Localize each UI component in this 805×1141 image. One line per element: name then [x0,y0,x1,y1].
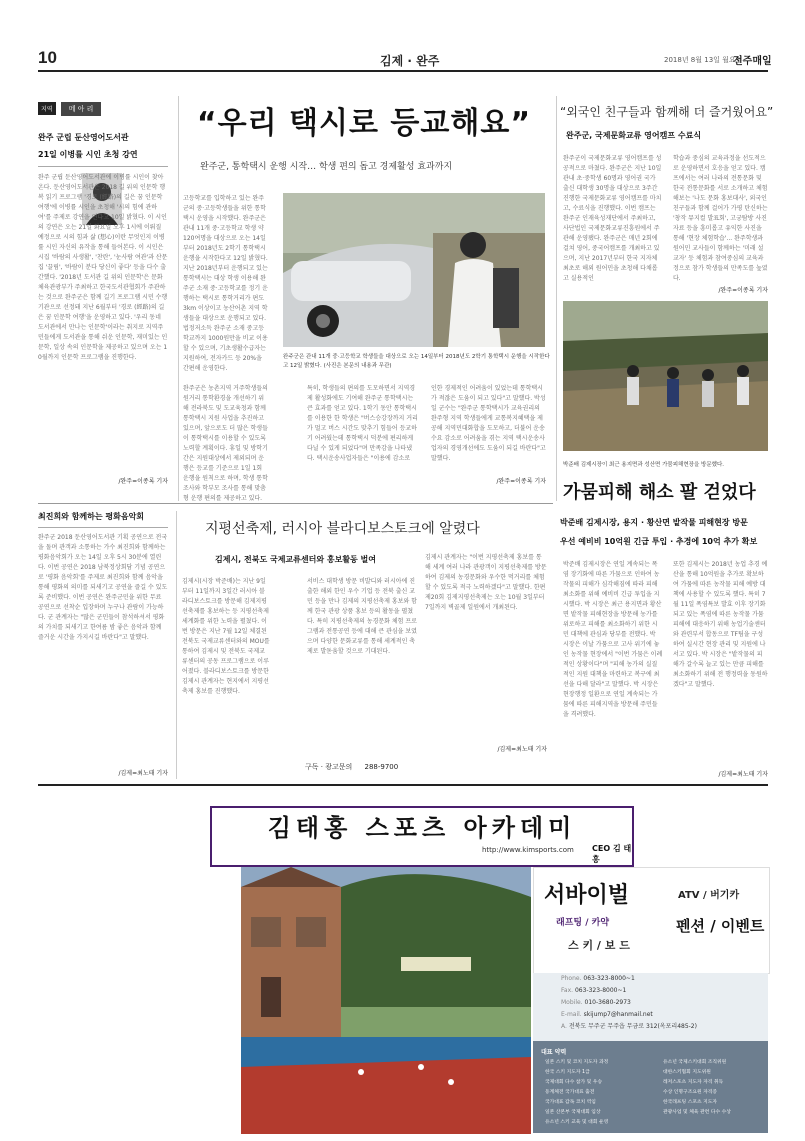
building-icon [241,867,531,1134]
damage-credit: /김제=최노태 기자 [718,771,768,778]
phone-value: 063-323-8000~1 [583,975,635,982]
ad-ceo [592,843,632,865]
page-number: 10 [38,48,57,67]
newspaper-name: 전주매일 [733,56,772,67]
damage-sub1: 박준배 김제시장, 용지 · 황산면 밭작물 피해현장 방문 [560,518,748,527]
issue-date: 2018년 8월 13일 월요일 [664,56,743,64]
festival-body-col1: 김제시(시장 박준배)는 지난 9일부터 11일까지 3일간 러시아 블라디보스토크를 방문해 김제지평선축제를 홍보하는 등 지평선축제 세계화를 위한 노력을 펼쳤다. 이번 방문은 지난 7월 12일 체결된 전북도 국제교류센터와의 MOU를 통하여 김제시 및 전북도 국제교류센터의 공동 프로그램으로 이루어졌다. 블라디보스토크를 방문한 김제시 관계자는 현지에서 지평선축제 홍보를 진행했다. [182,578,270,695]
article-body: 완주 군립 둔산영어도서관에 이병률 시인이 찾아온다. 둔산영어도서관은 2018 길 위의 인문학 행복 읽기 프로그램 '경로 (經路)의 길은 꿈 인문학 여행'에 이병률 시인을 초청해 '시의 힘에 관하여'를 주제로 강연을 연다고 10일 밝혔다. 이 시인의 강연은 오는 21일 화요일 오후 1시에 이뤄질 예정으로 시의 힘과 삶 (想心)이란 무엇인지 이병률 시인 자신의 유작을 통해 들어본다. 이 시인은 시집 '바람의 사생활', '찬란', '눈사람 여관'과 산문집 '끌림', '바람이 분다 당신이 좋다' 등을 다수 출간했다. '2018년 도서관 길 위의 인문학'은 문화체육관광부가 주최하고 한국도서관협회가 주관하는 것으로 완주군은 함께 길기 프로그램 시민 수행기관으로 선정돼 지난 6월부터 '경로 (經路)의 길은 꿈 인문학 여행'을 운영하고 있다. '우리 동네 도서관에서 만나는 인문학'이라는 취지로 지역주민들에게 도서관을 통해 쉬운 인문학, 재미있는 인문학, 일상 속의 인문학을 제공하고 있으며 오는 10월까지 인문학 프로그램을 진행한다. [38,174,168,361]
ad-contact-list [561,973,697,1033]
bio-item: 한국래프팅 스포츠 지도자 [663,1100,718,1105]
bio-item: 관광사업 및 체육 관련 다수 수상 [663,1110,731,1115]
farm-field-icon [563,301,768,451]
bio-item: 수상 인명구조요원 자격증 [663,1090,718,1095]
main-credit: /완주=이종록 기자 [496,478,546,485]
email-label: E-mail. [561,1011,582,1018]
bio-item: 레저스포츠 지도자 자격 취득 [663,1080,724,1085]
mobile-label: Mobile. [561,999,583,1006]
fax-value: 063-323-8000~1 [574,987,627,994]
academy-photo [241,867,531,1134]
concert-credit: /김제=최노태 기자 [118,770,168,777]
concert-title: 최진희와 함께하는 평화음악회 [38,512,145,521]
right-subhead: 완주군, 국제문화교류 영어캠프 수료식 [566,131,702,140]
addr-value: 전북도 무주군 무주읍 무금로 312(옥포리485-2) [568,1023,697,1030]
bio-item: 한국 스키 지도자 1급 [545,1070,590,1075]
bio-list-left [545,1058,660,1128]
divider [38,166,168,167]
subscription-label: 구독 · 광고문의 [305,763,353,771]
ad-phone[interactable] [561,973,697,985]
subscription-info [305,762,398,772]
section-name: 김제 · 완주 [380,54,440,68]
festival-subhead: 김제시, 전북도 국제교류센터와 홍보활동 벌여 [215,555,377,564]
festival-headline: 지평선축제, 러시아 블라디보스토크에 알렸다 [205,521,480,537]
article-subtitle: 21일 이병률 시인 초청 강연 [38,150,138,159]
main-body-col3: 특히, 학생들의 편의를 도모하면서 지역경제 활성화에도 기여해 완주군 통학택시는 큰 효과를 얻고 있다. 1학기 동안 통학택시를 이용한 한 학생은 "버스승강장까지 거리가 멀고 버스 시간도 맞추기 힘들어 등교하기 어려웠는데 통학택시 덕분에 편리하게 다닐 수 있게 되었다"며 만족감을 나타냈다. 택시운송사업자들은 "이용에 감소로 [307,385,418,462]
ad-bio [545,1058,760,1132]
header-rule [38,70,768,72]
bio-item: 대한스키협회 지도위원 [663,1070,711,1075]
ad-title: 김태홍 스포츠 아카데미 [267,814,577,842]
right-credit: /완주=이종록 기자 [718,287,768,294]
ad-email[interactable] [561,1009,697,1021]
photo-caption [283,353,553,371]
section-tag [38,96,158,113]
section-divider [38,503,553,504]
damage-headline: 가뭄피해 해소 팔 걷었다 [563,482,756,503]
damage-body-col2: 또한 김제시는 2018년 농업 추경 예산을 통해 10억원을 추가로 확보하여 가뭄에 따른 농작물 피해 예방 대책에 사용할 수 있도록 했다. 특히 7월 11일 폭염특보 발효 이후 장기화 되고 있는 폭염에 따른 농작물 가뭄피해에 대응하기 위해 농업기술센터와 관련부서 합동으로 TF팀을 구성하여 실시간 현장 관리 및 지원에 나서고 있다. 박 시장은 "밭작물의 피해가 갈수록 늘고 있는 만큼 피해를 최소화하기 위해 전 행정력을 동원하겠다"고 말했다. [673,561,768,688]
phone-label: Phone. [561,975,582,982]
concert-body: 완주군 2018 둔산영어도서관 기획 공연으로 전국을 돌며 관객과 소통하는 가수 최진희와 함께하는 평화음악회가 오는 14일 오후 5시 30분에 열린다. 이번 공연은 2018 남북정상회담 기념 공연으로 '평화 음악회'를 주제로 최진희와 함께 음악을 통해 평화의 의미를 되새기고 공연을 즐길 수 있도록 준비했다. 이번 공연은 완주군민을 위한 무료 공연으로 선착순 입장하며 누구나 관람이 가능하다. 군 관계자는 "많은 군민들이 참석하셔서 평화의 가치를 되새기고 한여름 밤 좋은 음악과 함께 즐거운 시간을 가지시길 바란다"고 말했다. [38,534,168,641]
subscription-number: 288-9700 [364,763,399,771]
damage-body-col1: 박준배 김제시장은 연일 계속되는 폭염 장기화에 따른 가뭄으로 인하여 농작물의 피해가 심각해짐에 따라 피해 최소화를 위해 예비비 긴급 투입을 지시했다. 박 시장은 최근 용지면과 황산면 밭작물 피해현장을 방문해 농가를 위로하고 피해를 최소화하기 위한 시민 대책에 관심과 당부를 전했다. 박 시장은 이날 가뭄으로 고사 위기에 놓인 농작물 현장에서 "이번 가뭄은 이례적인 상황이다"며 "피해 농가의 실질적인 지원 대책을 마련하고 복구에 최선을 다해 달라"고 말했다. 박 시장은 현장행정 일환으로 연일 계속되는 가뭄에 따른 피해지역을 방문해 주민들을 격려했다. [563,561,663,718]
ad-activities [533,867,770,974]
ad-ceo-label: CEO [592,844,611,853]
festival-credit: /김제=최노태 기자 [497,746,547,753]
tag-label: 지역 [38,102,56,115]
activity-ski: 스 키 / 보 드 [568,939,630,952]
ad-url[interactable]: http://www.kimsports.com [482,846,574,854]
bio-item: 국제대회 다수 참가 및 우승 [545,1080,603,1085]
column-rule [178,96,179,501]
activity-pension: 펜션 / 이벤트 [676,917,765,935]
main-body-col4: 인한 경제적인 어려움이 있었는데 통학택시가 적잖은 도움이 되고 있다"고 말했다. 박성일 군수는 "완주군 통학택시가 교육권리의 완주형 지역 학생들에게 교통복지혜택을 제공해 지역민대화합을 도모하고, 더불어 운송수요 감소로 어려움을 겪는 지역 택시운송사업자의 경영개선에도 도움이 되길 바란다"고 말했다. [431,385,546,462]
right-body-col1: 완주군이 국제문화교류 영어캠프를 성공적으로 마쳤다. 완주군은 지난 10일 관내 초·중학생 60명과 영어권 국가 출신 대학생 30명을 대상으로 3주간 진행한 국제문화교류 영어캠프를 마치고, 수료식을 진행했다. 이번 캠프는 완주군 인재육성재단에서 주최하고, 사단법인 국제문화교류진흥원에서 주관해 운영됐다. 완주군은 매년 2회에 걸쳐 영어, 중국어캠프를 개최하고 있으며, 지난 2017년부터 한국 지자체 최초로 해외 원어민을 초청해 다채롭고 실용적인 [563,155,662,282]
damage-sub2: 우선 예비비 10억원 긴급 투입 · 추경에 10억 추가 확보 [560,537,758,546]
addr-label: A. [561,1023,567,1030]
photo-caption-text: 완주군은 관내 11개 중·고등학교 학생들을 대상으로 오는 14일부터 2018년도 2학기 통학택시 운행을 시작한다고 12일 밝혔다. [283,354,550,369]
right-headline: “외국인 친구들과 함께해 더 즐거웠어요” [560,105,774,119]
activity-atv: ATV / 버기카 [678,890,740,901]
column-rule [556,96,557,501]
article-credit: /완주=이종록 기자 [118,478,168,485]
photo-caption-note: (사진은 본문의 내용과 무관) [323,363,392,369]
taxi-photo [283,193,545,347]
ad-fax [561,985,697,997]
main-subhead: 완주군, 통학택시 운행 시작… 학생 편의 돕고 경제활성 효과까지 [200,162,453,172]
activity-survival: 서바이벌 [544,883,630,908]
bio-item: 유소년 스키 교육 및 대회 운영 [545,1120,609,1125]
main-body-col2: 완주군은 농촌지역 거주학생들의 원거리 통학환경을 개선하기 위해 전라북도 및 도교육청과 함께 통학택시 지원 사업을 추진하고 있으며, 앞으로도 더 많은 학생들이 통학택시를 이용할 수 있도록 노력할 계획이다. 휴일 및 방학기간은 지원대상에서 제외되며 운행은 등교를 기준으로 1일 1회 운행을 원칙으로 하며, 학생 통학 조사와 학부모 조사를 통해 맞춤형 운행 편의를 제공하고 있다. [183,385,268,502]
bio-item: 일본 산본부 국제대회 입상 [545,1110,601,1115]
column-rule [176,511,177,779]
divider [38,527,168,528]
student-taxi-icon [283,193,545,347]
activity-rafting: 래프팅 / 카약 [556,918,610,928]
main-body-col1: 고등학교를 입학하고 있는 완주군의 중·고등학생들을 위한 통학택시 운영을 시작했다. 완주군은 관내 11개 중·고등학교 학생 약 120여명을 대상으로 오는 14일부터 2018년도 2학기 통학택시 운행을 시작한다고 12일 밝혔다. 지난 2018년부터 운행되고 있는 통학택시는 대상 학생 이용해 완주군 소재 중·고등학교를 정기 운행하는 택시로 통학거리가 편도 3km 이상이고 농산어촌 지역 학생들을 대상으로 운행되고 있다. 법정저소득 완주군 소재 중고등학교까지 1000원만을 비교 이용할 수 있으며, 기초생활수급자는 지원하여, 전자카드 등 20%을 간편해 운영한다. [183,195,268,372]
bio-list-right [663,1058,763,1118]
bio-item: 국가대표 감독 코치 역임 [545,1100,596,1105]
field-photo [563,301,768,451]
ad-address [561,1021,697,1033]
ad-title-box [210,806,634,867]
bio-item: 일본 스키 및 코치 지도자 과정 [545,1060,609,1065]
tag-title: 메 아 리 [61,102,102,116]
ad-contact-box [533,973,768,1041]
ad-rule [38,784,768,786]
ad-mobile[interactable] [561,997,697,1009]
festival-body-col3: 김제시 관계자는 "이번 지평선축제 홍보를 통해 세계 여러 나라 관광객이 지평선축제를 방문하여 김제의 농경문화와 우수한 먹거리를 체험할 수 있도록 적극 노력하겠다"고 말했다. 한편 제20회 김제지평선축제는 오는 10월 3일부터 7일까지 벽골제 일원에서 개최된다. [425,554,547,611]
mobile-value: 010-3680-2973 [584,999,631,1006]
main-headline: “우리 택시로 등교해요” [196,106,532,141]
email-value: skijump7@hanmail.net [583,1011,653,1018]
right-body-col2: 학습과 중심의 교육과정을 선도적으로 운영하면서 호응을 얻고 있다. 캠프에서는 여러 나라의 전통문화 및 한국 전통문화를 서로 소개하고 체험해보는 '나도 문화 홍보대사', 외국인 친구들과 함께 걸어가 가평 탄신하는 '창작 뮤지컬 발표회', 고궁탐방 사진자료 등을 흥미롭고 유익한 사진을 통해 '현장 체험학습'... 완주학생과 원어민 교사들이 함께하는 '미래 설교자' 등 체험과 참여중심의 교육과정으로 참가 학생들의 만족도를 높였다. [673,155,768,282]
bio-item: 유소년 국제스키대회 조직위원 [663,1060,727,1065]
damage-photo-caption: 박준배 김제시장이 최근 용지면과 성산면 가뭄피해현장을 방문했다. [563,462,725,468]
ad-ceo-name: 김 태 홍 [592,844,632,864]
article-title: 완주 군립 둔산영어도서관 [38,133,129,142]
bio-item: 동계체전 국가대표 출전 [545,1090,595,1095]
festival-body-col2: 서비스 대학생 방문 비발디와 러시아에 진출한 해외 한인 우수 기업 등 전북 출신 교민 등을 만나 김제의 지평선축제 홍보와 함께 한국 관광 상품 홍보 등의 활동을 펼쳤다. 특히 지평선축제의 농경문화 체험 프로그램과 전통공연 등에 대해 큰 관심을 보였으며 다양한 문화교류를 통해 세계적인 축제로 발돋움할 것으로 기대된다. [307,578,417,655]
fax-label: Fax. [561,987,574,994]
intro-title: 대표 약력 [541,1049,567,1056]
